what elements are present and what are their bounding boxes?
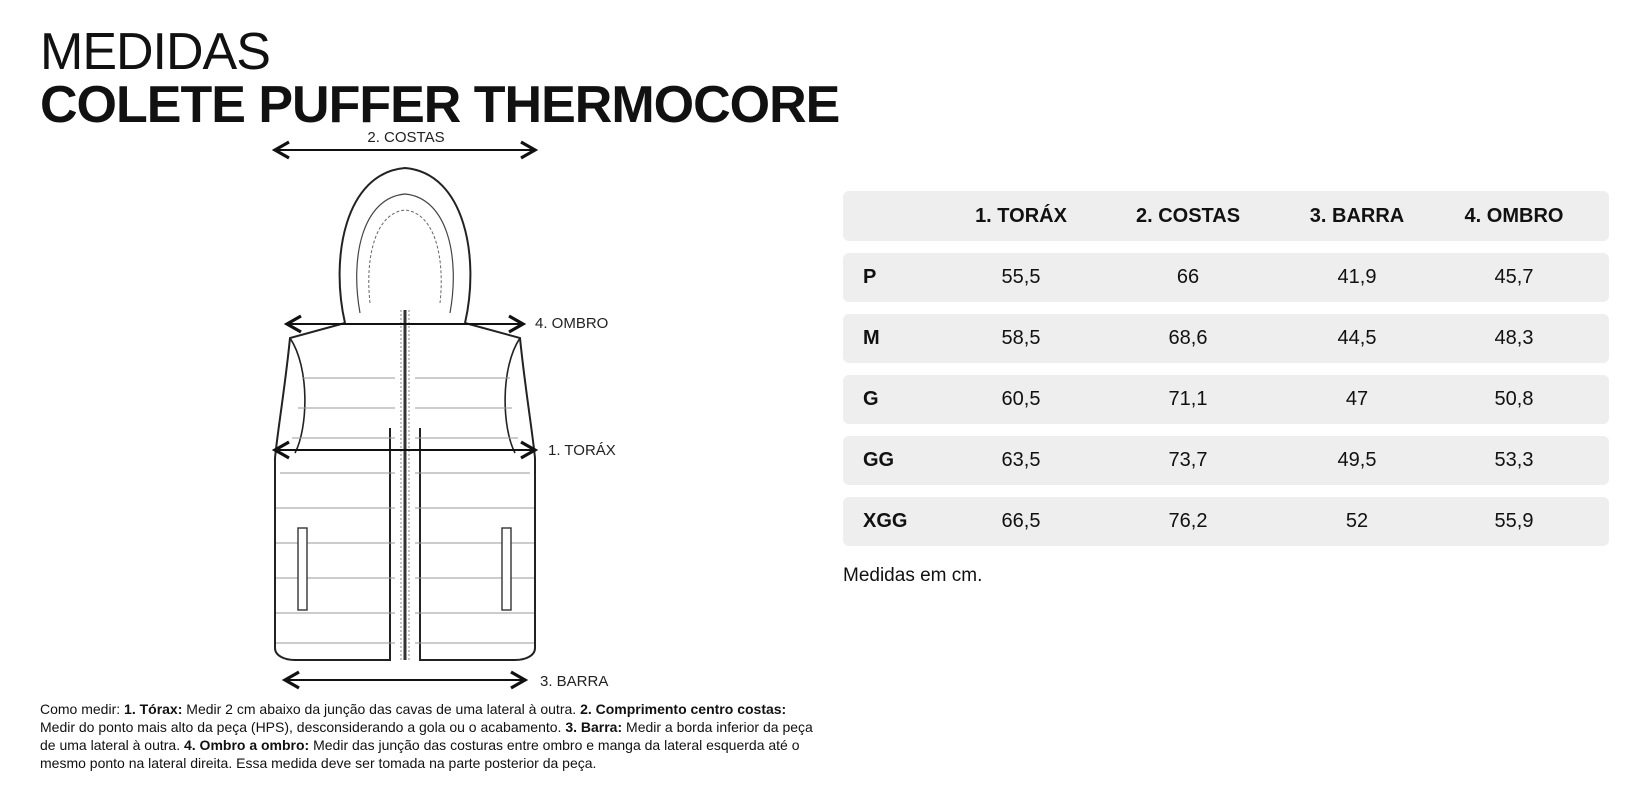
value-torax: 55,5 [1001, 266, 1041, 288]
size-label: P [863, 266, 877, 288]
value-ombro: 55,9 [1494, 510, 1534, 532]
table-header-row [843, 191, 1609, 241]
instruction-ombro-label: 4. Ombro a ombro: [183, 737, 310, 753]
size-table [843, 191, 1609, 558]
instruction-barra-label: 3. Barra: [565, 719, 623, 735]
vest-diagram [230, 128, 650, 698]
instruction-ombro-text: Medir das junção das costuras entre ombro e manga da lateral esquerda até o mesmo ponto na lateral direita. Essa medida deve ser tomada na parte posterior da peça. [40, 737, 800, 771]
table-row [843, 314, 1609, 363]
value-barra: 52 [1345, 510, 1369, 532]
size-label: G [863, 388, 879, 410]
value-costas: 73,7 [1168, 449, 1208, 471]
vest-illustration [230, 128, 650, 698]
value-barra: 49,5 [1337, 449, 1377, 471]
page-title [40, 23, 840, 134]
value-torax: 66,5 [1001, 510, 1041, 532]
value-costas: 71,1 [1168, 388, 1208, 410]
label-ombro: 4. OMBRO [535, 315, 609, 332]
instruction-costas-text: Medir do ponto mais alto da peça (HPS), desconsiderando a gola ou o acabamento. [40, 719, 566, 735]
table-row [843, 375, 1609, 424]
label-barra: 3. BARRA [540, 673, 609, 690]
value-ombro: 53,3 [1494, 449, 1534, 471]
measurement-instructions [40, 700, 820, 772]
value-barra: 41,9 [1337, 266, 1377, 288]
value-ombro: 48,3 [1494, 327, 1534, 349]
size-label: GG [863, 449, 895, 471]
table-row [843, 436, 1609, 485]
table-row [843, 253, 1609, 302]
value-torax: 58,5 [1001, 327, 1041, 349]
header-ombro: 4. OMBRO [1464, 204, 1564, 227]
value-barra: 44,5 [1337, 327, 1377, 349]
instruction-barra-text: Medir a borda inferior da peça de uma lateral à outra. [40, 719, 813, 753]
instruction-torax-text: Medir 2 cm abaixo da junção das cavas de uma lateral à outra. [182, 701, 581, 717]
instruction-costas-label: 2. Comprimento centro costas: [580, 701, 787, 717]
value-torax: 63,5 [1001, 449, 1041, 471]
size-label: M [863, 327, 880, 349]
header-costas: 2. COSTAS [1135, 204, 1241, 227]
instructions-intro: Como medir: [40, 701, 125, 717]
value-barra: 47 [1345, 388, 1369, 410]
value-costas: 68,6 [1168, 327, 1208, 349]
value-costas: 76,2 [1168, 510, 1208, 532]
label-torax: 1. TORÁX [548, 442, 616, 459]
table-row [843, 497, 1609, 546]
value-ombro: 50,8 [1494, 388, 1534, 410]
value-torax: 60,5 [1001, 388, 1041, 410]
title-measures: MEDIDAS [40, 23, 270, 81]
header-torax: 1. TORÁX [975, 204, 1067, 227]
size-label: XGG [863, 510, 908, 532]
header-barra: 3. BARRA [1309, 204, 1405, 227]
value-costas: 66 [1176, 266, 1200, 288]
label-costas: 2. COSTAS [367, 129, 445, 146]
units-note: Medidas em cm. [843, 565, 983, 586]
title-product: COLETE PUFFER THERMOCORE [40, 76, 840, 134]
instruction-torax-label: 1. Tórax: [124, 701, 183, 717]
value-ombro: 45,7 [1494, 266, 1534, 288]
